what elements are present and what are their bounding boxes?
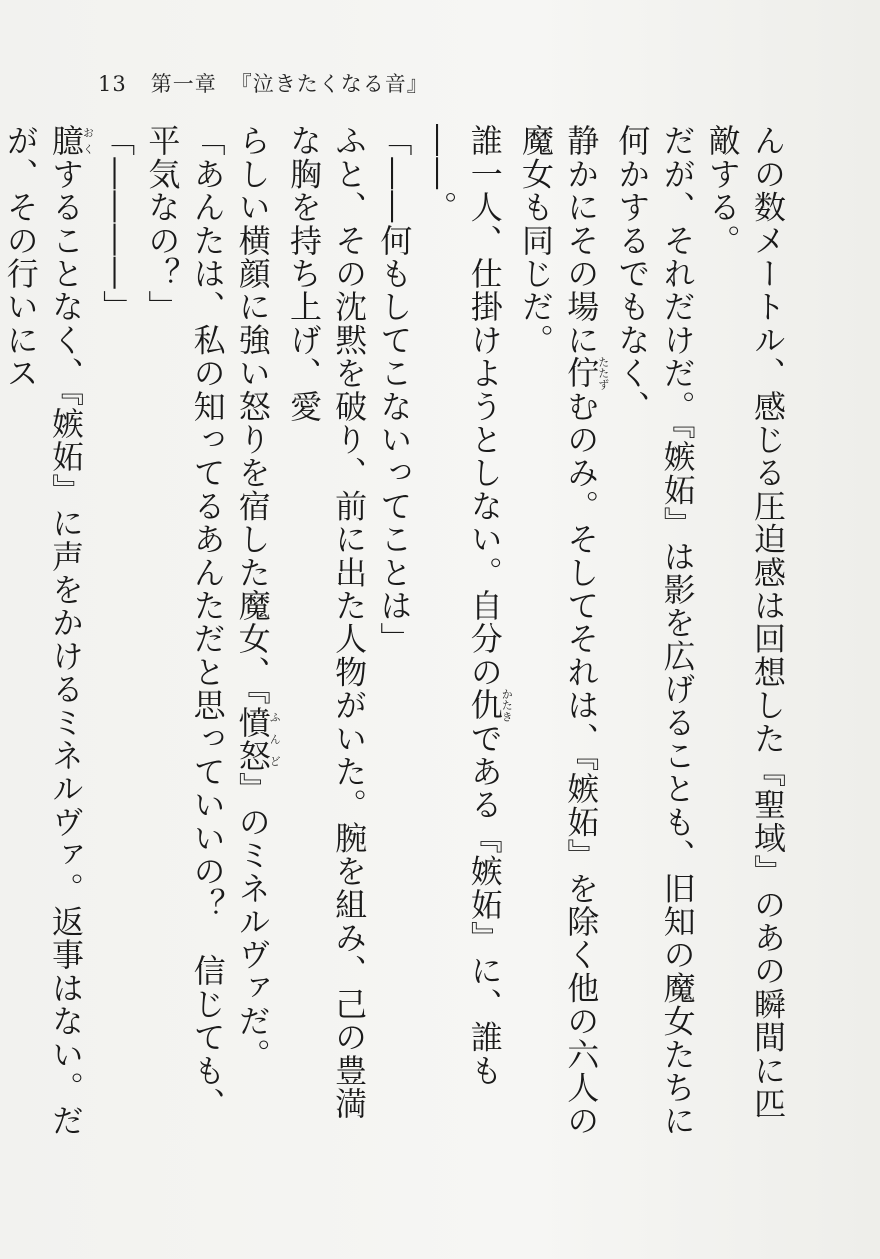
vertical-body-text <box>0 124 790 1144</box>
text-line: 「――――」 <box>98 124 137 324</box>
ruby-reading: かたき <box>500 688 514 722</box>
ruby-annotation: 仇かたき <box>465 688 514 722</box>
text-line: 「あんたは、私の知ってるあんただと思っていいの？ 信じても、平気なの？」 <box>143 124 227 1120</box>
ruby-reading: たたず <box>596 356 610 390</box>
page-number: 13 <box>98 72 127 96</box>
ruby-reading: ふんど <box>268 705 282 773</box>
text-line: んの数メートル、感じる圧迫感は回想した『聖域』のあの瞬間に匹敵する。 <box>703 124 787 1120</box>
text-line: 誰一人、仕掛けようとしない。自分の仇かたきである『嫉妬』に、誰も――。 <box>420 124 514 1087</box>
ruby-annotation: 憤怒ふんど <box>233 705 282 773</box>
running-header <box>98 68 429 98</box>
text-line: 臆おくすることなく、『嫉妬』に声をかけるミネルヴァ。返事はない。だが、その行いにス <box>1 124 95 1138</box>
text-line: だが、それだけだ。『嫉妬』は影を広げることも、旧知の魔女たちに何かするでもなく、 <box>613 124 697 1138</box>
text-line: らしい横顔に強い怒りを宿した魔女、『憤怒ふんど』のミネルヴァだ。 <box>233 124 282 1071</box>
chapter-title: 『泣きたくなる音』 <box>230 72 429 96</box>
ruby-reading: おく <box>81 124 95 158</box>
text-line: 静かにその場に佇たたずむのみ。そしてそれは、『嫉妬』を除く他の六人の魔女も同じだ。 <box>516 124 610 1138</box>
ruby-annotation: 臆おく <box>46 124 95 158</box>
ruby-annotation: 佇たたず <box>562 356 610 390</box>
text-line: ふと、その沈黙を破り、前に出た人物がいた。腕を組み、己の豊満な胸を持ち上げ、愛 <box>284 124 369 1121</box>
text-line: 「――何もしてこないってことは」 <box>375 124 414 656</box>
chapter-label: 第一章 <box>150 72 217 96</box>
